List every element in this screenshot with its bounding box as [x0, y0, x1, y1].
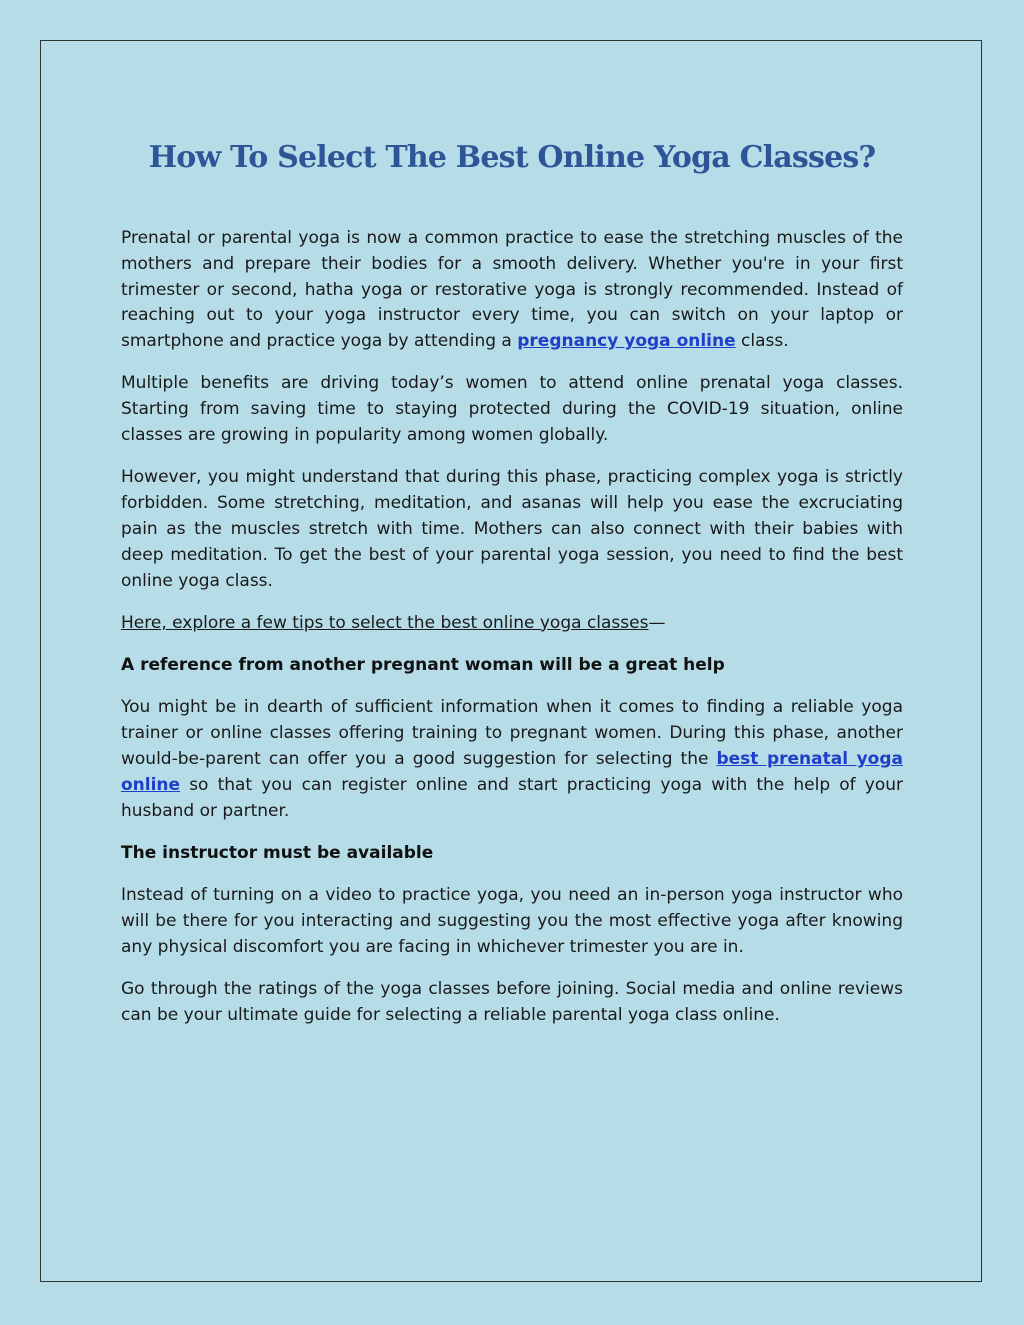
tips-dash: — — [648, 612, 666, 633]
caution-paragraph: However, you might understand that during this phase, practicing complex yoga is strictly forbidden. Some stretching, meditation, and asanas will help you ease the excruciating pain as the muscles stretch with time. Mothers can also connect with their babies with deep meditation. To get the best of your parental yoga session, you need to find the best online yoga class. — [121, 467, 903, 591]
tips-link[interactable]: Here, explore a few tips to select the best online yoga classes — [121, 612, 649, 633]
benefits-paragraph: Multiple benefits are driving today’s women to attend online prenatal yoga classes. Starting from saving time to staying protected during the COVID-19 situation, online classes are growing in popularity among women globally. — [121, 373, 903, 446]
intro-text: Prenatal or parental yoga is now a common practice to ease the stretching muscles of the mothers and prepare their bodies for a smooth delivery. Whether you're in your first trimester or second, hatha yoga or restorative yoga is strongly recommended. Instead of reaching out to your yoga instructor every time, you can switch on your laptop or smartphone and practice yoga by attending a — [121, 228, 903, 352]
reference-text: You might be in dearth of sufficient information when it comes to finding a reliable yoga trainer or online classes offering training to pregnant women. During this phase, another would-be-parent can offer you a good suggestion for selecting the — [121, 697, 903, 770]
article-body — [121, 226, 903, 1045]
page-title: How To Select The Best Online Yoga Classes? — [148, 140, 876, 175]
tips-intro — [121, 611, 903, 637]
ratings-paragraph: Go through the ratings of the yoga classes before joining. Social media and online reviews can be your ultimate guide for selecting a reliable parental yoga class online. — [121, 979, 903, 1025]
best-prenatal-yoga-online-link[interactable]: best prenatal yoga online — [121, 749, 903, 795]
pregnancy-yoga-online-link[interactable]: pregnancy yoga online — [517, 331, 736, 352]
reference-paragraph — [121, 695, 903, 824]
section-heading-reference: A reference from another pregnant woman will be a great help — [121, 655, 725, 676]
intro-paragraph — [121, 226, 903, 355]
intro-text-end: class. — [735, 331, 789, 352]
instructor-paragraph: Instead of turning on a video to practice yoga, you need an in-person yoga instructor who will be there for you interacting and suggesting you the most effective yoga after knowing any physical discomfort you are facing in whichever trimester you are in. — [121, 885, 903, 957]
section-heading-instructor: The instructor must be available — [121, 842, 434, 863]
reference-text-end: so that you can register online and start practicing yoga with the help of your husband or partner. — [121, 774, 903, 821]
